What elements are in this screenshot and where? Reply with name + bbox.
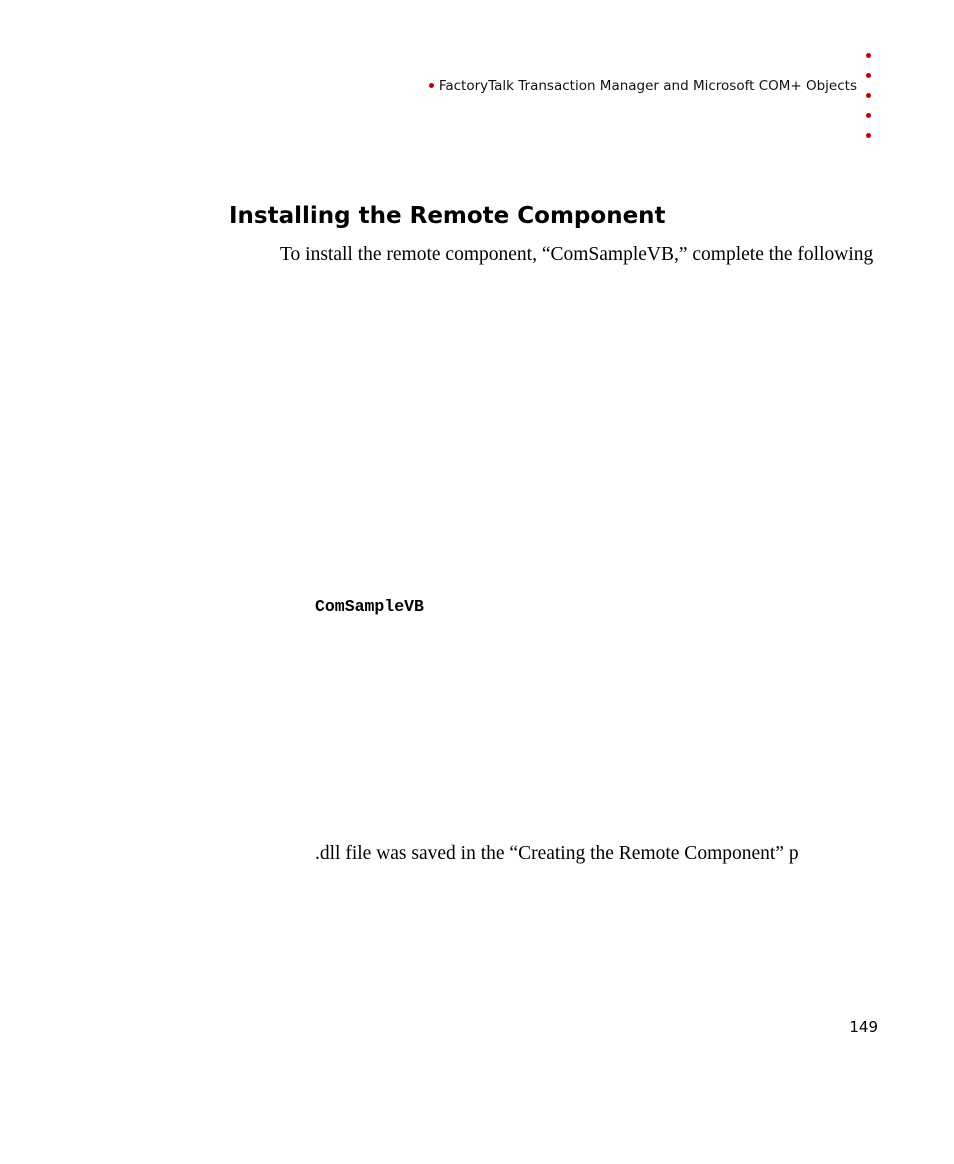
running-header-title: FactoryTalk Transaction Manager and Microsoft COM+ Objects — [438, 78, 857, 94]
section-title: Installing the Remote Component — [229, 203, 666, 229]
component-code-name: ComSampleVB — [315, 597, 424, 616]
intro-paragraph: To install the remote component, “ComSampleVB,” complete the following — [280, 244, 874, 265]
dot-icon — [866, 73, 871, 78]
dot-icon — [866, 53, 871, 58]
bullet-icon — [429, 83, 434, 88]
dll-note-paragraph: .dll file was saved in the “Creating the Remote Component” p — [315, 843, 799, 864]
dot-icon — [866, 113, 871, 118]
dot-icon — [866, 133, 871, 138]
page-number: 149 — [849, 1018, 878, 1036]
running-header — [429, 78, 857, 94]
dot-icon — [866, 93, 871, 98]
